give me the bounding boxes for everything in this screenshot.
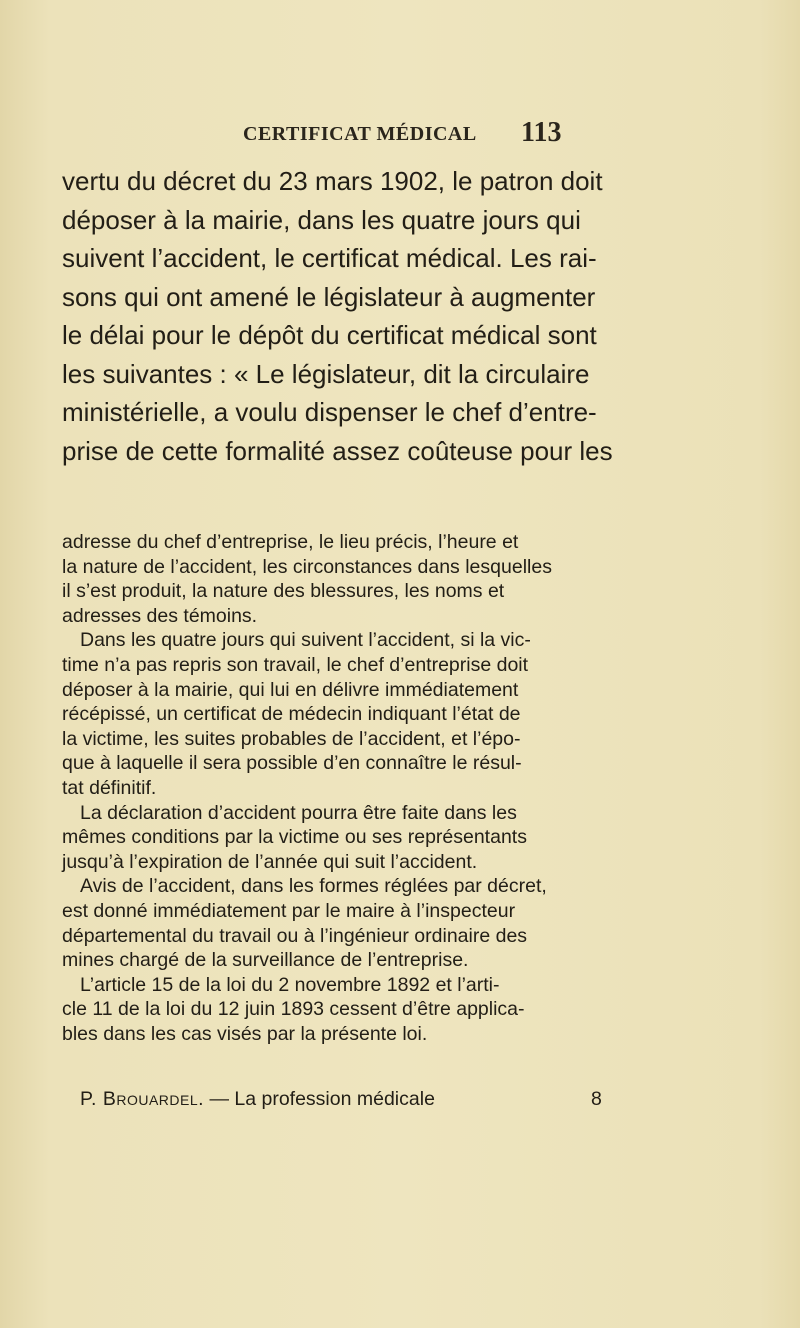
text-line: sons qui ont amené le législateur à augmenter [62, 281, 596, 312]
footer-book-title: — La profession médicale [204, 1088, 435, 1110]
text-line: il s’est produit, la nature des blessures, les noms et [62, 580, 505, 603]
paragraph-start: Avis de l’accident, dans les formes réglées par décret, [80, 875, 547, 898]
text-line: vertu du décret du 23 mars 1902, le patron doit [62, 166, 603, 196]
text-line: départemental du travail ou à l’ingénieur ordinaire des [62, 924, 528, 947]
signature-mark: 8 [591, 1088, 602, 1110]
running-head-title: CERTIFICAT MÉDICAL [243, 123, 477, 145]
text-line: est donné immédiatement par le maire à l’inspecteur [62, 899, 516, 922]
text-line: prise de cette formalité assez coûteuse pour les [62, 435, 613, 466]
running-head [0, 117, 800, 157]
text-line: mines chargé de la surveillance de l’entreprise. [62, 949, 469, 972]
text-line: récépissé, un certificat de médecin indiquant l’état de [62, 703, 521, 726]
page-number: 113 [521, 117, 562, 148]
footer-author: P. Brouardel. [80, 1088, 205, 1110]
text-line: jusqu’à l’expiration de l’année qui suit l’accident. [62, 850, 478, 873]
text-line: tat définitif. [62, 776, 157, 799]
paragraph-start: L’article 15 de la loi du 2 novembre 1892 et l’arti- [80, 973, 500, 996]
paragraph-start: Dans les quatre jours qui suivent l’accident, si la vic- [80, 629, 531, 652]
quoted-text-small [62, 530, 738, 1046]
text-line: les suivantes : « Le législateur, dit la circulaire [62, 358, 590, 389]
text-line: la nature de l’accident, les circonstances dans lesquelles [62, 555, 552, 578]
text-line: déposer à la mairie, dans les quatre jours qui [62, 204, 581, 235]
text-line: déposer à la mairie, qui lui en délivre immédiatement [62, 678, 519, 701]
text-line: bles dans les cas visés par la présente loi. [62, 1022, 428, 1045]
text-line: que à laquelle il sera possible d’en connaître le résul- [62, 752, 522, 775]
text-line: la victime, les suites probables de l’accident, et l’épo- [62, 727, 521, 750]
text-line: mêmes conditions par la victime ou ses représentants [62, 826, 527, 849]
text-line: suivent l’accident, le certificat médical. Les rai- [62, 243, 597, 273]
text-line: ministérielle, a voulu dispenser le chef d’entre- [62, 397, 597, 427]
text-line: le délai pour le dépôt du certificat médical sont [62, 320, 597, 350]
paragraph-start: La déclaration d’accident pourra être faite dans les [80, 801, 517, 824]
page-footer [80, 1088, 680, 1114]
text-line: cle 11 de la loi du 12 juin 1893 cessent d’être applica- [62, 998, 525, 1021]
text-line: adresse du chef d’entreprise, le lieu précis, l’heure et [62, 531, 519, 553]
footer-credit [80, 1088, 435, 1111]
text-line: time n’a pas repris son travail, le chef d’entreprise doit [62, 653, 529, 676]
main-text-large [62, 162, 734, 470]
text-line: adresses des témoins. [62, 604, 258, 627]
